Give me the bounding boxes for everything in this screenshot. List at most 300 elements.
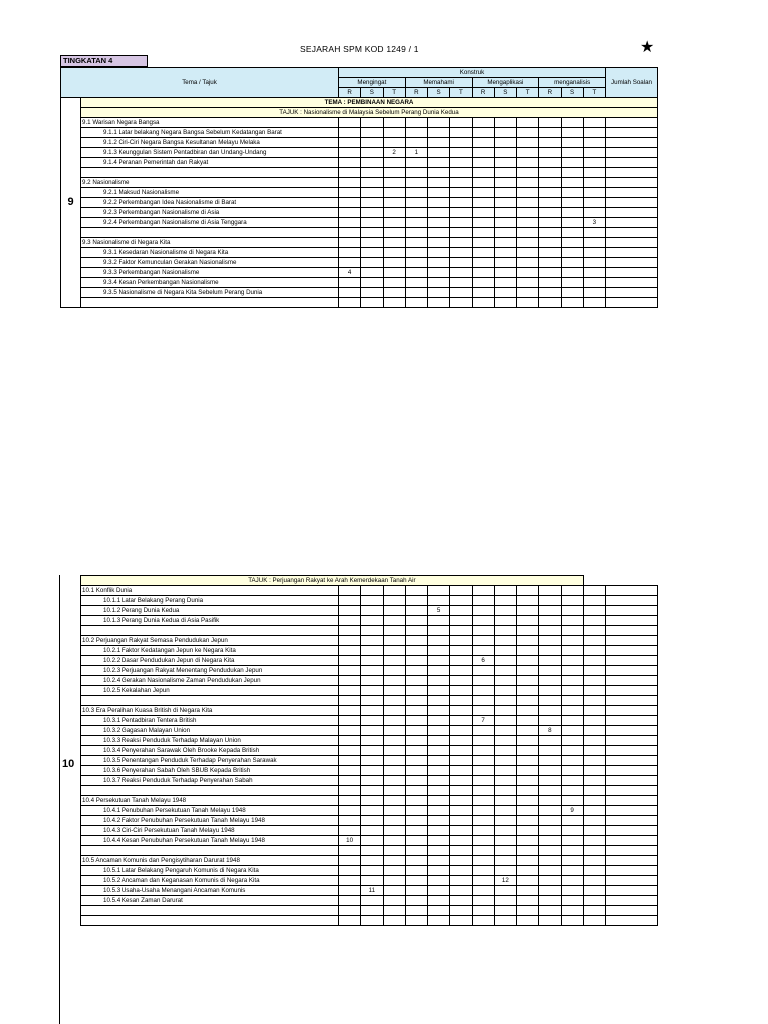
jumlah-cell: [606, 716, 658, 726]
score-cell: 10: [339, 836, 361, 846]
jumlah-cell: [606, 796, 658, 806]
score-cell: [339, 756, 361, 766]
table-row: [61, 208, 658, 218]
topic-label: 10.2.4 Gerakan Nasionalisme Zaman Pendudukan Jepun: [81, 676, 339, 686]
score-cell: [450, 896, 472, 906]
analysis-table-section-9: [60, 67, 658, 308]
score-cell: [339, 138, 361, 148]
table-row: [81, 786, 658, 796]
score-cell: [517, 596, 539, 606]
score-cell: [517, 128, 539, 138]
score-cell: [405, 248, 427, 258]
score-cell: [339, 826, 361, 836]
score-cell: [472, 228, 494, 238]
jumlah-cell: [606, 706, 658, 716]
score-cell: [450, 726, 472, 736]
score-cell: [361, 846, 383, 856]
score-cell: [494, 188, 516, 198]
score-cell: [383, 706, 405, 716]
score-cell: [383, 258, 405, 268]
table-row: [61, 198, 658, 208]
score-cell: [539, 646, 561, 656]
score-cell: [517, 736, 539, 746]
score-cell: [428, 586, 450, 596]
score-cell: 12: [494, 876, 516, 886]
score-cell: [428, 836, 450, 846]
score-cell: [339, 726, 361, 736]
score-cell: [517, 866, 539, 876]
theme-number: 9: [61, 98, 81, 308]
score-cell: [517, 636, 539, 646]
score-cell: [339, 676, 361, 686]
header-rst: T: [583, 88, 605, 98]
score-cell: [517, 756, 539, 766]
header-tema-tajuk: Tema / Tajuk: [61, 68, 339, 98]
score-cell: 7: [472, 716, 494, 726]
score-cell: [561, 816, 583, 826]
header-rst: R: [339, 88, 361, 98]
jumlah-cell: [606, 188, 658, 198]
score-cell: [383, 118, 405, 128]
score-cell: [383, 786, 405, 796]
score-cell: [517, 268, 539, 278]
score-cell: [383, 168, 405, 178]
score-cell: [494, 118, 516, 128]
jumlah-cell: [606, 846, 658, 856]
jumlah-cell: [606, 288, 658, 298]
score-cell: [539, 776, 561, 786]
score-cell: [494, 846, 516, 856]
score-cell: [361, 906, 383, 916]
topic-label: 10.5.3 Usaha-Usaha Menangani Ancaman Komunis: [81, 886, 339, 896]
score-cell: [428, 896, 450, 906]
score-cell: [583, 666, 605, 676]
score-cell: [583, 846, 605, 856]
topic-label: 10.4.2 Faktor Penubuhan Persekutuan Tanah Melayu 1948: [81, 816, 339, 826]
score-cell: [472, 676, 494, 686]
score-cell: [494, 228, 516, 238]
score-cell: [472, 796, 494, 806]
score-cell: [450, 178, 472, 188]
table-row: [61, 148, 658, 158]
score-cell: [361, 636, 383, 646]
score-cell: [339, 298, 361, 308]
score-cell: [583, 626, 605, 636]
score-cell: [450, 248, 472, 258]
score-cell: [494, 686, 516, 696]
score-cell: [361, 676, 383, 686]
score-cell: [361, 746, 383, 756]
topic-label: 9.1.4 Peranan Pemerintah dan Rakyat: [81, 158, 339, 168]
score-cell: [583, 168, 605, 178]
star-icon: ★: [640, 39, 655, 56]
score-cell: [472, 746, 494, 756]
table-row: [81, 736, 658, 746]
header-rst: S: [494, 88, 516, 98]
jumlah-cell: [606, 208, 658, 218]
score-cell: [517, 816, 539, 826]
table-row: [81, 626, 658, 636]
score-cell: [539, 258, 561, 268]
score-cell: [472, 596, 494, 606]
topic-label: [81, 168, 339, 178]
topic-label: 10.3.7 Reaksi Penduduk Terhadap Penyerahan Sabah: [81, 776, 339, 786]
score-cell: [561, 896, 583, 906]
score-cell: [539, 596, 561, 606]
score-cell: [428, 188, 450, 198]
score-cell: [472, 288, 494, 298]
score-cell: [361, 756, 383, 766]
score-cell: [450, 916, 472, 926]
score-cell: [583, 128, 605, 138]
score-cell: [539, 796, 561, 806]
score-cell: [450, 168, 472, 178]
score-cell: [450, 856, 472, 866]
score-cell: [583, 238, 605, 248]
score-cell: [339, 188, 361, 198]
jumlah-cell: [606, 128, 658, 138]
score-cell: [405, 656, 427, 666]
score-cell: [517, 796, 539, 806]
score-cell: [339, 208, 361, 218]
score-cell: [494, 606, 516, 616]
topic-label: 10.3.3 Reaksi Penduduk Terhadap Malayan Union: [81, 736, 339, 746]
score-cell: [517, 896, 539, 906]
topic-label: 10.2.1 Faktor Kedatangan Jepun ke Negara Kita: [81, 646, 339, 656]
score-cell: [383, 836, 405, 846]
score-cell: [361, 248, 383, 258]
score-cell: [428, 676, 450, 686]
jumlah-cell: [606, 626, 658, 636]
table-row: [81, 746, 658, 756]
score-cell: [472, 726, 494, 736]
score-cell: [583, 158, 605, 168]
topic-label: 10.1.1 Latar Belakang Perang Dunia: [81, 596, 339, 606]
score-cell: [539, 916, 561, 926]
score-cell: [450, 188, 472, 198]
score-cell: [472, 706, 494, 716]
score-cell: [494, 268, 516, 278]
score-cell: [383, 636, 405, 646]
header-rst: T: [517, 88, 539, 98]
topic-label: [81, 228, 339, 238]
topic-label: 10.2.5 Kekalahan Jepun: [81, 686, 339, 696]
score-cell: [383, 916, 405, 926]
score-cell: [517, 208, 539, 218]
topic-label: 10.5.1 Latar Belakang Pengaruh Komunis di Negara Kita: [81, 866, 339, 876]
score-cell: [405, 706, 427, 716]
score-cell: [583, 118, 605, 128]
score-cell: [428, 138, 450, 148]
topic-label: 9.3.2 Faktor Kemunculan Gerakan Nasionalisme: [81, 258, 339, 268]
score-cell: [494, 198, 516, 208]
jumlah-cell: [606, 906, 658, 916]
score-cell: [339, 248, 361, 258]
score-cell: [561, 168, 583, 178]
score-cell: [517, 278, 539, 288]
score-cell: [405, 208, 427, 218]
score-cell: [450, 636, 472, 646]
score-cell: [583, 148, 605, 158]
score-cell: [339, 258, 361, 268]
score-cell: [428, 806, 450, 816]
score-cell: [339, 896, 361, 906]
score-cell: [539, 298, 561, 308]
score-cell: [494, 746, 516, 756]
score-cell: [583, 646, 605, 656]
score-cell: [561, 118, 583, 128]
score-cell: [561, 188, 583, 198]
score-cell: [383, 198, 405, 208]
score-cell: [450, 696, 472, 706]
score-cell: [494, 238, 516, 248]
score-cell: [361, 596, 383, 606]
score-cell: [472, 646, 494, 656]
score-cell: [428, 686, 450, 696]
header-rst: R: [405, 88, 427, 98]
table-row: [81, 866, 658, 876]
score-cell: [561, 646, 583, 656]
score-cell: [361, 866, 383, 876]
score-cell: [383, 816, 405, 826]
topic-label: 9.2 Nasionalisme: [81, 178, 339, 188]
score-cell: [361, 178, 383, 188]
score-cell: [472, 178, 494, 188]
score-cell: [539, 846, 561, 856]
score-cell: [539, 606, 561, 616]
score-cell: [361, 586, 383, 596]
score-cell: [361, 258, 383, 268]
score-cell: [339, 736, 361, 746]
score-cell: [339, 288, 361, 298]
score-cell: [561, 706, 583, 716]
table-row: [61, 118, 658, 128]
score-cell: [561, 208, 583, 218]
score-cell: [383, 906, 405, 916]
score-cell: [472, 606, 494, 616]
jumlah-cell: [606, 866, 658, 876]
score-cell: [561, 268, 583, 278]
score-cell: [539, 676, 561, 686]
topic-label: 9.1.2 Ciri-Ciri Negara Bangsa Kesultanan Melayu Melaka: [81, 138, 339, 148]
score-cell: [383, 756, 405, 766]
table-row: [81, 796, 658, 806]
score-cell: [339, 796, 361, 806]
score-cell: [405, 866, 427, 876]
score-cell: [339, 746, 361, 756]
jumlah-cell: [606, 826, 658, 836]
score-cell: [583, 228, 605, 238]
score-cell: [494, 626, 516, 636]
score-cell: [494, 586, 516, 596]
score-cell: [339, 198, 361, 208]
score-cell: [450, 736, 472, 746]
jumlah-cell: [606, 746, 658, 756]
score-cell: [405, 198, 427, 208]
score-cell: [472, 128, 494, 138]
topic-label: [81, 786, 339, 796]
score-cell: [405, 168, 427, 178]
score-cell: [405, 696, 427, 706]
score-cell: [539, 756, 561, 766]
score-cell: 5: [428, 606, 450, 616]
score-cell: [494, 288, 516, 298]
score-cell: [361, 616, 383, 626]
score-cell: [428, 178, 450, 188]
score-cell: [405, 258, 427, 268]
score-cell: [472, 118, 494, 128]
score-cell: [517, 616, 539, 626]
score-cell: [583, 696, 605, 706]
score-cell: [494, 636, 516, 646]
score-cell: [583, 756, 605, 766]
score-cell: [517, 786, 539, 796]
score-cell: [405, 726, 427, 736]
score-cell: [361, 876, 383, 886]
score-cell: [405, 896, 427, 906]
score-cell: [583, 258, 605, 268]
score-cell: [361, 786, 383, 796]
table-row: [81, 816, 658, 826]
table-row: [81, 876, 658, 886]
score-cell: [428, 886, 450, 896]
score-cell: [405, 876, 427, 886]
topic-label: [81, 298, 339, 308]
score-cell: [361, 826, 383, 836]
score-cell: [561, 288, 583, 298]
topic-label: 10.3.5 Penentangan Penduduk Terhadap Penyerahan Sarawak: [81, 756, 339, 766]
score-cell: [450, 218, 472, 228]
score-cell: [472, 188, 494, 198]
score-cell: [583, 288, 605, 298]
score-cell: [472, 896, 494, 906]
score-cell: [539, 656, 561, 666]
topic-label: 9.3 Nasionalisme di Negara Kita: [81, 238, 339, 248]
table-row: [81, 606, 658, 616]
jumlah-cell: [606, 616, 658, 626]
score-cell: [405, 138, 427, 148]
score-cell: [517, 606, 539, 616]
score-cell: [405, 836, 427, 846]
score-cell: [561, 786, 583, 796]
score-cell: [450, 706, 472, 716]
score-cell: [494, 208, 516, 218]
jumlah-cell: [606, 656, 658, 666]
score-cell: [339, 596, 361, 606]
score-cell: [428, 816, 450, 826]
score-cell: [383, 686, 405, 696]
score-cell: [561, 886, 583, 896]
score-cell: [361, 288, 383, 298]
score-cell: [517, 646, 539, 656]
score-cell: [472, 846, 494, 856]
score-cell: [361, 796, 383, 806]
score-cell: [361, 696, 383, 706]
score-cell: [561, 916, 583, 926]
jumlah-cell: [606, 646, 658, 656]
score-cell: [339, 626, 361, 636]
jumlah-cell: [606, 856, 658, 866]
score-cell: [383, 268, 405, 278]
score-cell: [561, 756, 583, 766]
score-cell: [517, 248, 539, 258]
score-cell: [339, 218, 361, 228]
score-cell: [517, 656, 539, 666]
score-cell: [494, 886, 516, 896]
topic-label: 9.2.3 Perkembangan Nasionalisme di Asia: [81, 208, 339, 218]
score-cell: [405, 228, 427, 238]
score-cell: [339, 856, 361, 866]
score-cell: [561, 636, 583, 646]
score-cell: [517, 148, 539, 158]
jumlah-cell: [606, 666, 658, 676]
topic-label: 10.1 Konflik Dunia: [81, 586, 339, 596]
table-row: [81, 756, 658, 766]
jumlah-cell: [606, 278, 658, 288]
table-row: [81, 856, 658, 866]
score-cell: [539, 198, 561, 208]
score-cell: [339, 686, 361, 696]
score-cell: [428, 238, 450, 248]
score-cell: [583, 596, 605, 606]
score-cell: [494, 178, 516, 188]
score-cell: [339, 886, 361, 896]
score-cell: [361, 148, 383, 158]
score-cell: [517, 258, 539, 268]
score-cell: [450, 158, 472, 168]
score-cell: [383, 746, 405, 756]
score-cell: [361, 198, 383, 208]
score-cell: [450, 616, 472, 626]
score-cell: [472, 626, 494, 636]
table-row: [61, 178, 658, 188]
score-cell: [583, 188, 605, 198]
score-cell: [561, 856, 583, 866]
score-cell: [361, 706, 383, 716]
score-cell: [428, 796, 450, 806]
score-cell: [539, 238, 561, 248]
header-rst: R: [472, 88, 494, 98]
table-row: [81, 596, 658, 606]
table-row: [81, 776, 658, 786]
score-cell: [428, 876, 450, 886]
table-row: [61, 138, 658, 148]
table-row: [81, 906, 658, 916]
score-cell: [472, 278, 494, 288]
score-cell: [361, 666, 383, 676]
score-cell: [539, 906, 561, 916]
jumlah-cell: [606, 726, 658, 736]
topic-label: 9.3.5 Nasionalisme di Negara Kita Sebelum Perang Dunia: [81, 288, 339, 298]
score-cell: [472, 766, 494, 776]
score-cell: [472, 866, 494, 876]
score-cell: [539, 138, 561, 148]
table-row: [61, 188, 658, 198]
score-cell: [517, 676, 539, 686]
score-cell: [405, 268, 427, 278]
score-cell: [339, 916, 361, 926]
score-cell: [539, 148, 561, 158]
score-cell: [472, 786, 494, 796]
score-cell: [472, 636, 494, 646]
score-cell: [450, 776, 472, 786]
score-cell: [517, 666, 539, 676]
score-cell: [450, 866, 472, 876]
table-row: [81, 656, 658, 666]
table-row: [61, 298, 658, 308]
tingkatan-label: TINGKATAN 4: [60, 55, 148, 67]
score-cell: 6: [472, 656, 494, 666]
